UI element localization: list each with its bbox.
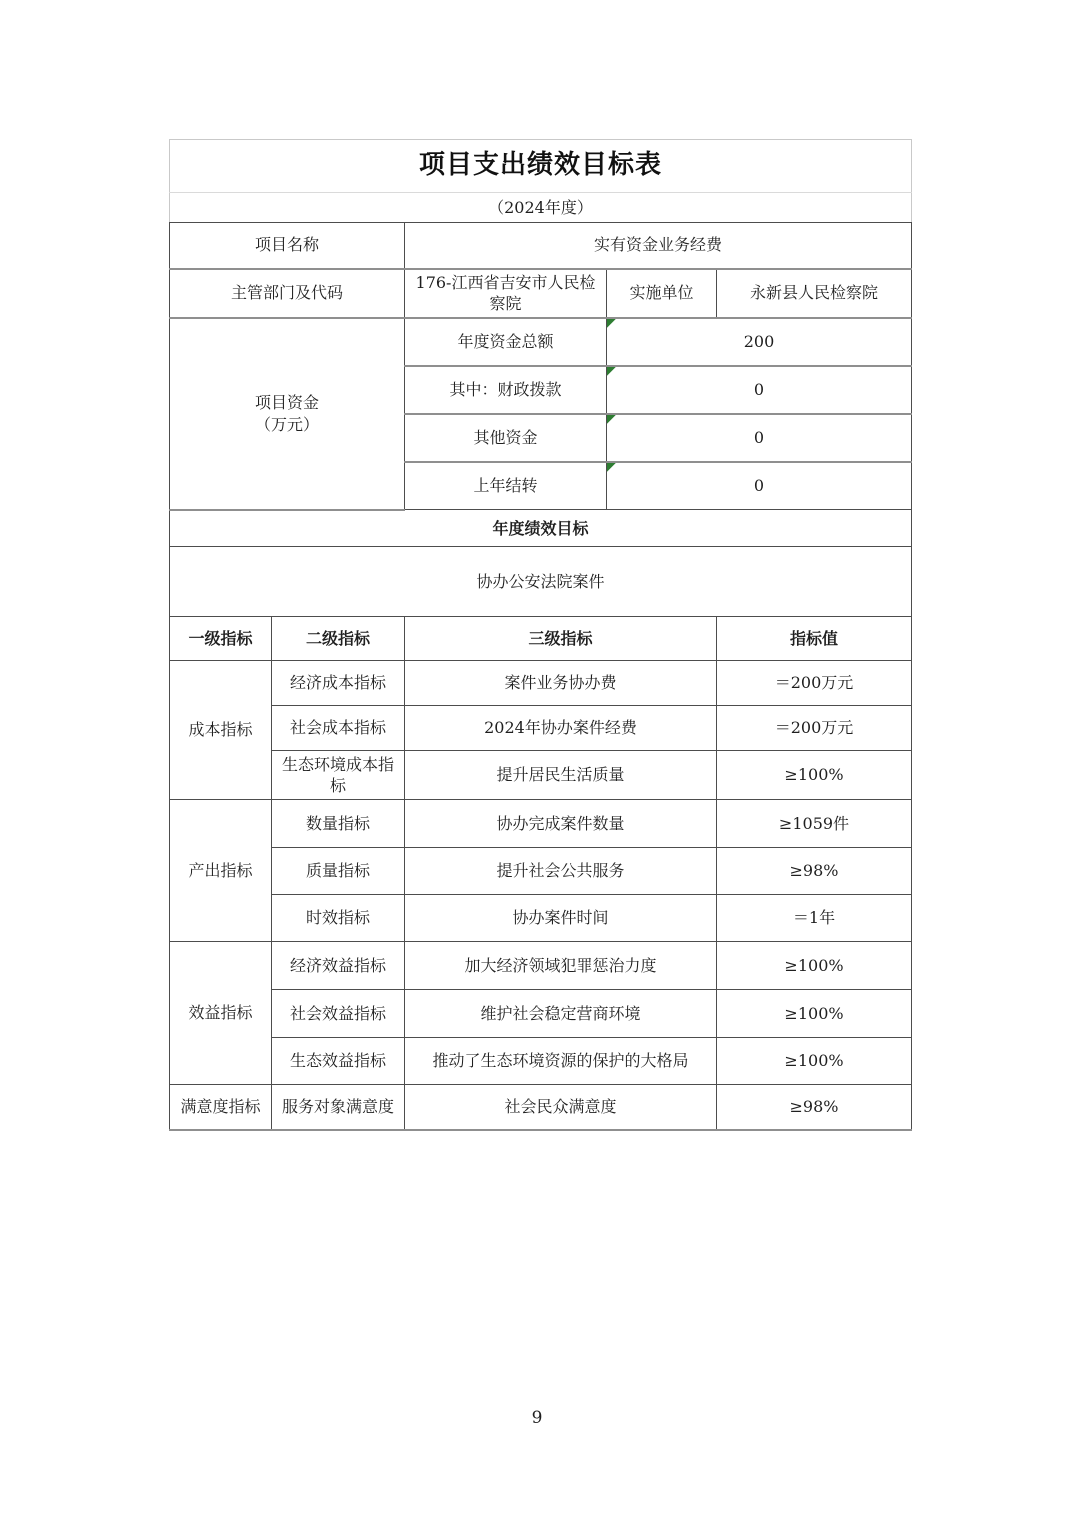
- page-number: 9: [531, 1408, 543, 1428]
- indicator-value: ≥1059件: [717, 800, 912, 848]
- funding-label-carryover: 上年结转: [405, 462, 607, 510]
- indicator-header-level1: 一级指标: [170, 617, 272, 661]
- indicator-l2: 经济成本指标: [272, 661, 405, 706]
- funding-value-total: 200: [607, 318, 912, 366]
- indicator-header-level2: 二级指标: [272, 617, 405, 661]
- indicator-group-cost: 成本指标: [170, 661, 272, 800]
- indicator-l2: 质量指标: [272, 848, 405, 895]
- indicator-header-value: 指标值: [717, 617, 912, 661]
- project-name-value: 实有资金业务经费: [405, 223, 912, 269]
- impl-unit-value: 永新县人民检察院: [717, 269, 912, 318]
- indicator-l3: 推动了生态环境资源的保护的大格局: [405, 1038, 717, 1085]
- funding-group-label-line2: （万元）: [254, 414, 319, 434]
- indicator-group-benefit: 效益指标: [170, 942, 272, 1085]
- indicator-l3: 协办案件时间: [405, 895, 717, 942]
- indicator-l3: 维护社会稳定营商环境: [405, 990, 717, 1038]
- funding-label-total: 年度资金总额: [405, 318, 607, 366]
- table-title: 项目支出绩效目标表: [170, 140, 912, 193]
- funding-value-carryover: 0: [607, 462, 912, 510]
- impl-unit-label: 实施单位: [607, 269, 717, 318]
- indicator-value: ＝200万元: [717, 706, 912, 751]
- cell-note-marker-icon: [607, 367, 616, 376]
- indicator-value: ＝1年: [717, 895, 912, 942]
- indicator-l2: 服务对象满意度: [272, 1085, 405, 1130]
- cell-note-marker-icon: [607, 319, 616, 328]
- funding-value-other: 0: [607, 414, 912, 462]
- indicator-header-level3: 三级指标: [405, 617, 717, 661]
- indicator-value: ≥98%: [717, 848, 912, 895]
- indicator-l2: 社会效益指标: [272, 990, 405, 1038]
- indicator-l2: 数量指标: [272, 800, 405, 848]
- project-name-label: 项目名称: [170, 223, 405, 269]
- indicator-l2: 生态环境成本指标: [272, 751, 405, 800]
- indicator-l3: 2024年协办案件经费: [405, 706, 717, 751]
- indicator-l2: 经济效益指标: [272, 942, 405, 990]
- funding-group-label: [170, 318, 405, 510]
- indicator-l2: 生态效益指标: [272, 1038, 405, 1085]
- funding-group-label-line1: 项目资金: [254, 393, 319, 413]
- funding-label-other: 其他资金: [405, 414, 607, 462]
- indicator-group-satisfaction: 满意度指标: [170, 1085, 272, 1130]
- dept-code-label: 主管部门及代码: [170, 269, 405, 318]
- indicator-l3: 提升社会公共服务: [405, 848, 717, 895]
- annual-goal-header: 年度绩效目标: [170, 510, 912, 547]
- cell-note-marker-icon: [607, 415, 616, 424]
- indicator-l3: 社会民众满意度: [405, 1085, 717, 1130]
- indicator-value: ≥100%: [717, 1038, 912, 1085]
- indicator-value: ≥100%: [717, 990, 912, 1038]
- performance-target-table: [169, 139, 912, 1131]
- indicator-l3: 案件业务协办费: [405, 661, 717, 706]
- indicator-group-output: 产出指标: [170, 800, 272, 942]
- cell-note-marker-icon: [607, 463, 616, 472]
- indicator-l3: 协办完成案件数量: [405, 800, 717, 848]
- indicator-value: ≥98%: [717, 1085, 912, 1130]
- indicator-value: ＝200万元: [717, 661, 912, 706]
- dept-code-value: 176-江西省吉安市人民检察院: [405, 269, 607, 318]
- indicator-value: ≥100%: [717, 751, 912, 800]
- indicator-l3: 加大经济领域犯罪惩治力度: [405, 942, 717, 990]
- funding-label-fiscal: 其中：财政拨款: [405, 366, 607, 414]
- indicator-l3: 提升居民生活质量: [405, 751, 717, 800]
- annual-goal-content: 协办公安法院案件: [170, 547, 912, 617]
- indicator-value: ≥100%: [717, 942, 912, 990]
- table-subtitle: （2024年度）: [170, 193, 912, 223]
- indicator-l2: 社会成本指标: [272, 706, 405, 751]
- funding-value-fiscal: 0: [607, 366, 912, 414]
- indicator-l2: 时效指标: [272, 895, 405, 942]
